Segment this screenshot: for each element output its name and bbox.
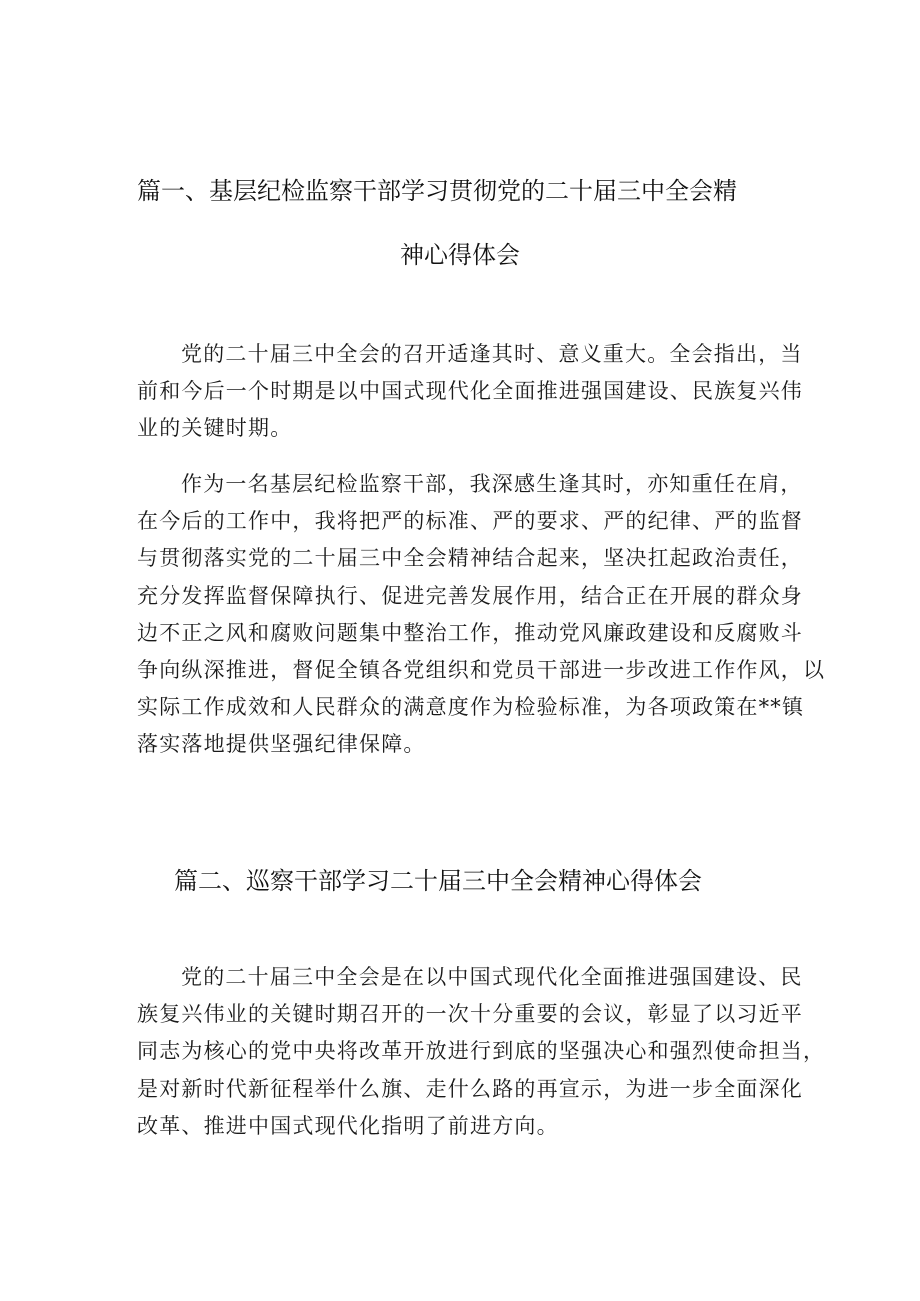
paragraph-line: 党的二十届三中全会是在以中国式现代化全面推进强国建设、民 xyxy=(181,965,803,989)
section1-title-line2: 神心得体会 xyxy=(400,241,520,269)
section2-paragraph1 xyxy=(137,959,826,1145)
paragraph-line: 在今后的工作中，我将把严的标准、严的要求、严的纪律、严的监督 xyxy=(137,509,803,534)
paragraph-line: 落实落地提供坚强纪律保障。 xyxy=(137,732,426,757)
paragraph-line: 族复兴伟业的关键时期召开的一次十分重要的会议，彰显了以习近平 xyxy=(137,1002,803,1027)
paragraph-line: 是对新时代新征程举什么旗、走什么路的再宣示，为进一步全面深化 xyxy=(137,1076,803,1101)
section2-title: 篇二、巡察干部学习二十届三中全会精神心得体会 xyxy=(174,867,702,895)
paragraph-line: 与贯彻落实党的二十届三中全会精神结合起来，坚决扛起政治责任， xyxy=(137,546,803,571)
paragraph-line: 作为一名基层纪检监察干部，我深感生逢其时，亦知重任在肩， xyxy=(181,472,803,496)
paragraph-line: 改革、推进中国式现代化指明了前进方向。 xyxy=(137,1113,559,1138)
paragraph-line: 业的关键时期。 xyxy=(137,416,293,441)
paragraph-line: 边不正之风和腐败问题集中整治工作，推动党风廉政建设和反腐败斗 xyxy=(137,620,803,645)
section1-title-line1: 篇一、基层纪检监察干部学习贯彻党的二十届三中全会精 xyxy=(137,177,737,205)
paragraph-line: 实际工作成效和人民群众的满意度作为检验标准，为各项政策在**镇 xyxy=(137,695,805,720)
paragraph-line: 同志为核心的党中央将改革开放进行到底的坚强决心和强烈使命担当， xyxy=(137,1039,826,1064)
paragraph-line: 前和今后一个时期是以中国式现代化全面推进强国建设、民族复兴伟 xyxy=(137,379,803,404)
section1-paragraph1 xyxy=(137,336,803,448)
section1-paragraph2 xyxy=(137,466,826,764)
paragraph-line: 充分发挥监督保障执行、促进完善发展作用，结合正在开展的群众身 xyxy=(137,583,803,608)
paragraph-line: 争向纵深推进，督促全镇各党组织和党员干部进一步改进工作作风，以 xyxy=(137,658,826,683)
paragraph-line: 党的二十届三中全会的召开适逢其时、意义重大。全会指出，当 xyxy=(181,342,803,366)
